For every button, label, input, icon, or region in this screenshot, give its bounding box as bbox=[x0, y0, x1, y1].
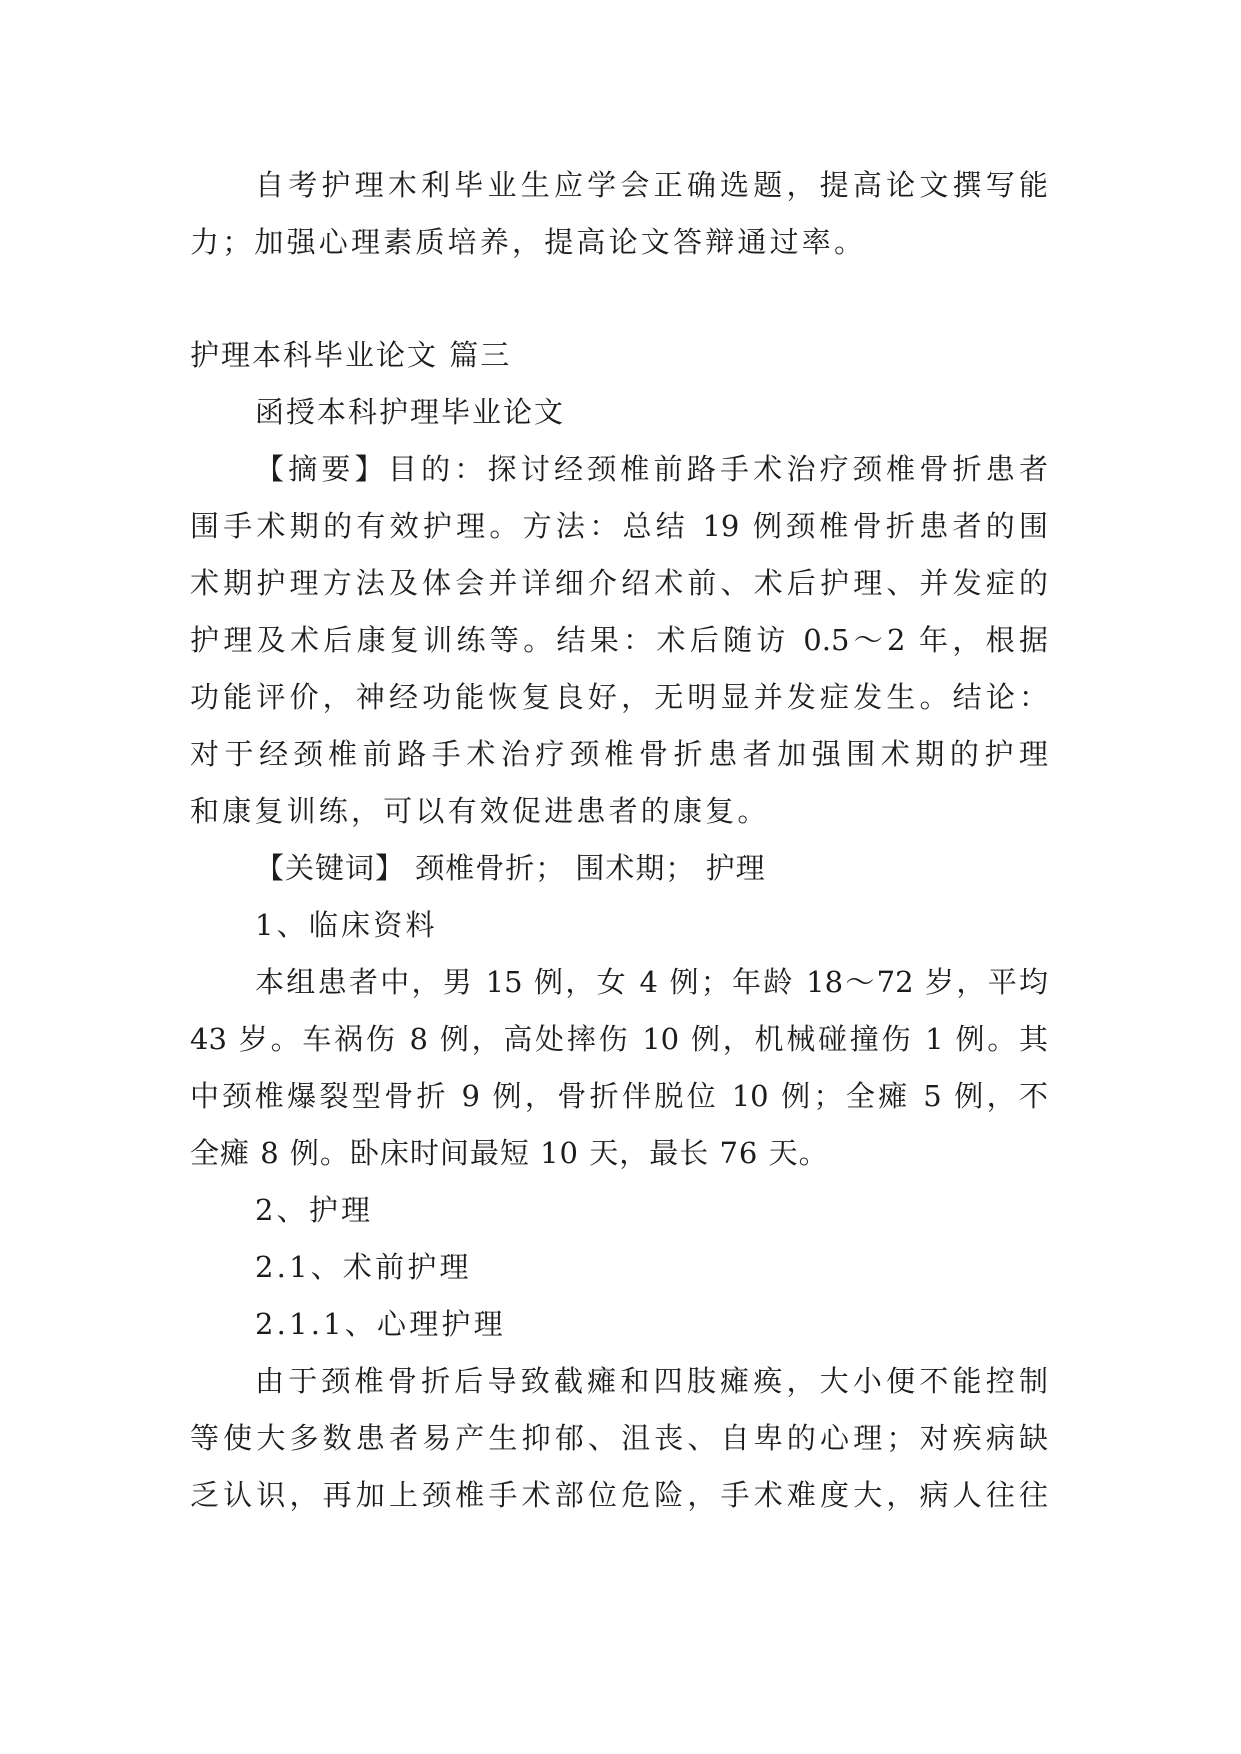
intro-line-2: 力；加强心理素质培养，提高论文答辩通过率。 bbox=[190, 225, 867, 259]
section2-1-title: 2.1、术前护理 bbox=[255, 1250, 472, 1284]
intro-line-1: 自考护理木利毕业生应学会正确选题，提高论文撰写能 bbox=[255, 168, 1048, 202]
section-title: 护理本科毕业论文 篇三 bbox=[190, 338, 512, 372]
keywords-line: 【关键词】 颈椎骨折； 围术期； 护理 bbox=[255, 851, 766, 885]
section1-line-4: 全瘫 8 例。卧床时间最短 10 天，最长 76 天。 bbox=[190, 1136, 829, 1170]
section2-1-1-title: 2.1.1、心理护理 bbox=[255, 1307, 506, 1341]
section1-line-2: 43 岁。车祸伤 8 例，高处摔伤 10 例，机械碰撞伤 1 例。其 bbox=[190, 1022, 1048, 1056]
section2-1-1-line-1: 由于颈椎骨折后导致截瘫和四肢瘫痪，大小便不能控制 bbox=[255, 1364, 1048, 1398]
abstract-line-2: 围手术期的有效护理。方法：总结 19 例颈椎骨折患者的围 bbox=[190, 509, 1048, 543]
abstract-line-6: 对于经颈椎前路手术治疗颈椎骨折患者加强围术期的护理 bbox=[190, 737, 1048, 771]
section2-1-1-line-2: 等使大多数患者易产生抑郁、沮丧、自卑的心理；对疾病缺 bbox=[190, 1421, 1048, 1455]
abstract-line-1: 【摘要】目的：探讨经颈椎前路手术治疗颈椎骨折患者 bbox=[255, 452, 1048, 486]
abstract-line-4: 护理及术后康复训练等。结果：术后随访 0.5～2 年，根据 bbox=[190, 623, 1048, 657]
abstract-line-7: 和康复训练，可以有效促进患者的康复。 bbox=[190, 794, 770, 828]
section1-line-3: 中颈椎爆裂型骨折 9 例，骨折伴脱位 10 例；全瘫 5 例，不 bbox=[190, 1079, 1048, 1113]
article-title: 函授本科护理毕业论文 bbox=[255, 395, 566, 429]
section1-line-1: 本组患者中，男 15 例，女 4 例；年龄 18～72 岁，平均 bbox=[255, 965, 1048, 999]
abstract-line-5: 功能评价，神经功能恢复良好，无明显并发症发生。结论： bbox=[190, 680, 1048, 714]
section2-title: 2、护理 bbox=[255, 1193, 374, 1227]
abstract-line-3: 术期护理方法及体会并详细介绍术前、术后护理、并发症的 bbox=[190, 566, 1048, 600]
section2-1-1-line-3: 乏认识，再加上颈椎手术部位危险，手术难度大，病人往往 bbox=[190, 1478, 1048, 1512]
section1-title: 1、临床资料 bbox=[255, 908, 438, 942]
